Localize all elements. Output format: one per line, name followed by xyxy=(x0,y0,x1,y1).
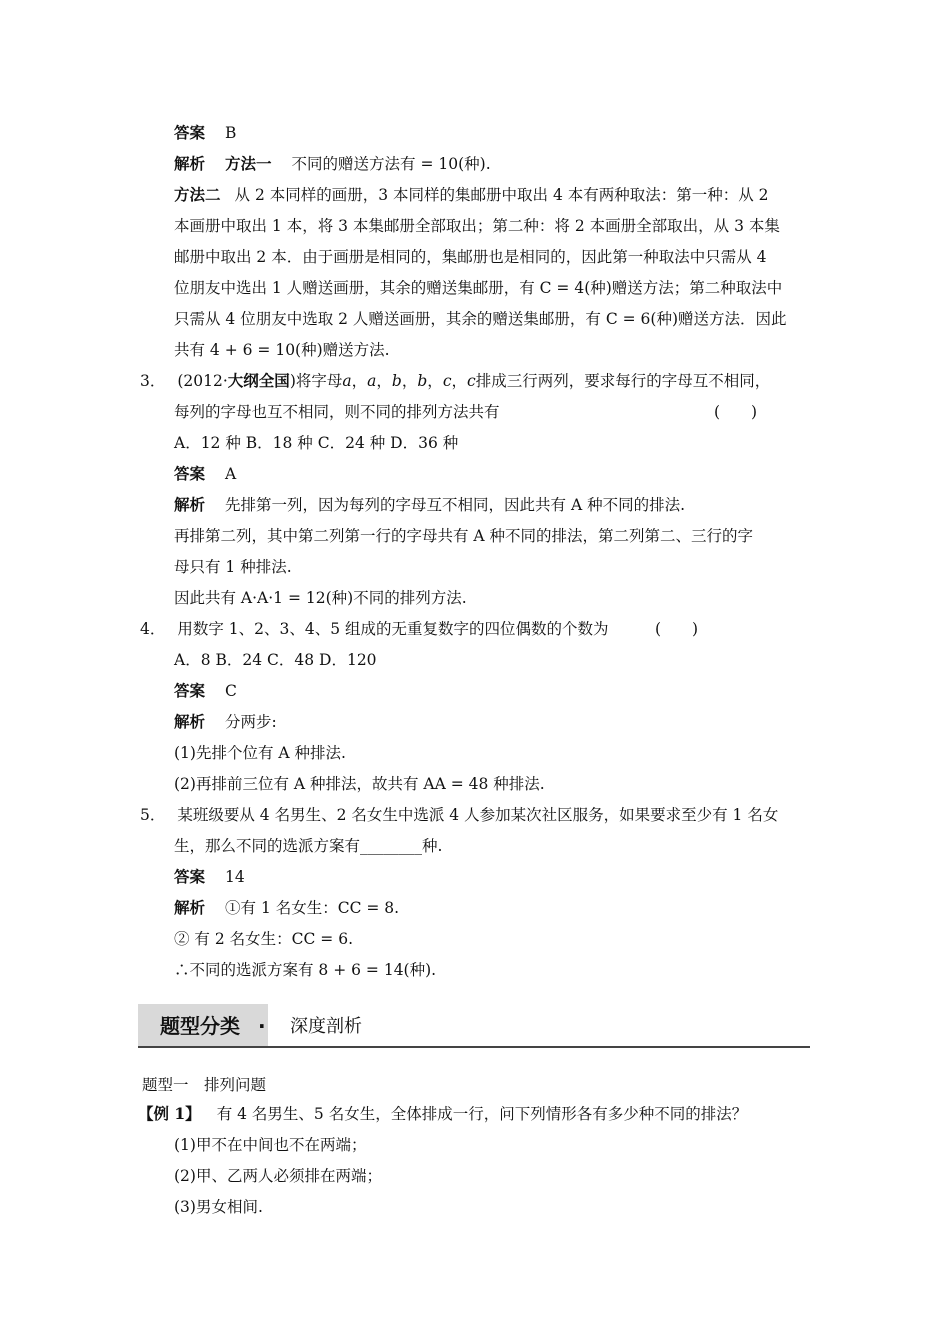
section-subtitle: 深度剖析 xyxy=(290,1016,362,1037)
section-separator: · xyxy=(258,1014,266,1038)
text-line: 母只有 1 种排法. xyxy=(174,558,292,576)
analysis-text: 不同的赠送方法有 = 10(种). xyxy=(291,155,491,173)
problem-text: 用数字 1、2、3、4、5 组成的无重复数字的四位偶数的个数为 xyxy=(177,620,609,638)
topic-heading: 题型一 排列问题 xyxy=(142,1076,267,1094)
choices-line: A．12 种 B．18 种 C．24 种 D．36 种 xyxy=(174,434,459,452)
subquestion: (1)甲不在中间也不在两端； xyxy=(174,1136,367,1154)
text-line: 再排第二列，其中第二列第一行的字母共有 A 种不同的排法，第二列第二、三行的字 xyxy=(174,527,754,545)
answer-label: 答案 xyxy=(174,681,206,700)
section-rule xyxy=(138,1046,810,1048)
example-text: 有 4 名男生、5 名女生，全体排成一行，问下列情形各有多少种不同的排法？ xyxy=(216,1105,748,1123)
text-line: 每列的字母也互不相同，则不同的排列方法共有 xyxy=(174,403,500,421)
source-name: 大纲全国 xyxy=(227,371,290,390)
text-line: 位朋友中选出 1 人赠送画册，其余的赠送集邮册，有 C = 4(种)赠送方法；第二种取法中 xyxy=(174,279,783,297)
answer-value: B xyxy=(225,124,237,142)
problem-number: 5． xyxy=(140,806,166,824)
letter: c xyxy=(467,372,476,390)
analysis-label: 解析 xyxy=(174,154,206,173)
analysis-line xyxy=(174,154,491,174)
analysis-text: ①有 1 名女生：CC = 8. xyxy=(225,899,400,917)
problem-4-line xyxy=(140,619,609,639)
subquestion: (2)甲、乙两人必须排在两端； xyxy=(174,1167,382,1185)
answer-line xyxy=(174,464,236,484)
analysis-text: 先排第一列，因为每列的字母互不相同，因此共有 A 种不同的排法. xyxy=(225,496,685,514)
answer-line xyxy=(174,681,237,701)
sep: ， xyxy=(451,372,468,390)
method-one-label: 方法一 xyxy=(225,154,272,173)
answer-label: 答案 xyxy=(174,464,206,483)
text-line: 因此共有 A·A·1 = 12(种)不同的排列方法. xyxy=(174,589,467,607)
letter: b xyxy=(417,372,428,390)
subquestion: (3)男女相间. xyxy=(174,1198,263,1216)
letter: c xyxy=(442,372,452,390)
choices-line: A．8 B．24 C．48 D．120 xyxy=(174,651,377,669)
sep: ， xyxy=(401,372,418,390)
answer-line xyxy=(174,867,245,887)
example-label: 【例 1】 xyxy=(138,1104,201,1123)
section-title: 题型分类 xyxy=(160,1014,240,1038)
text-line: (2)再排前三位有 A 种排法，故共有 AA = 48 种排法. xyxy=(174,775,545,793)
text-line: 共有 4 + 6 = 10(种)赠送方法. xyxy=(174,341,390,359)
example-line xyxy=(138,1104,747,1124)
text-line: 邮册中取出 2 本．由于画册是相同的，集邮册也是相同的，因此第一种取法中只需从 4 xyxy=(174,248,767,266)
answer-label: 答案 xyxy=(174,867,206,886)
source-open: (2012· xyxy=(177,372,228,390)
answer-value: A xyxy=(225,465,237,483)
letter: b xyxy=(391,372,402,390)
method-two-label: 方法二 xyxy=(174,185,221,204)
section-header xyxy=(138,1004,810,1048)
sep: ， xyxy=(427,372,443,390)
answer-bracket: ( ) xyxy=(655,620,699,638)
letter: a xyxy=(342,372,352,390)
problem-number: 3． xyxy=(140,372,166,390)
analysis-text: 分两步: xyxy=(225,713,277,731)
problem-3-line xyxy=(140,371,770,391)
problem-5-line xyxy=(140,805,778,825)
analysis-label: 解析 xyxy=(174,712,206,731)
answer-bracket: ( ) xyxy=(714,403,758,421)
sep: ， xyxy=(376,372,392,390)
answer-value: 14 xyxy=(225,868,245,886)
problem-text: 排成三行两列，要求每行的字母互不相同， xyxy=(475,372,771,390)
problem-number: 4． xyxy=(140,620,166,638)
method-two-line xyxy=(174,185,769,205)
analysis-line xyxy=(174,495,685,515)
sep: ， xyxy=(351,372,368,390)
text-line: ∴不同的选派方案有 8 + 6 = 14(种). xyxy=(174,961,437,979)
letter: a xyxy=(367,372,377,390)
analysis-label: 解析 xyxy=(174,495,206,514)
text-line: 本画册中取出 1 本，将 3 本集邮册全部取出；第二种：将 2 本画册全部取出，从 3 本集 xyxy=(174,217,780,235)
text-line: (1)先排个位有 A 种排法. xyxy=(174,744,346,762)
answer-value: C xyxy=(225,682,237,700)
analysis-line xyxy=(174,898,399,918)
answer-line xyxy=(174,123,236,143)
answer-label: 答案 xyxy=(174,123,206,142)
method-two-text: 从 2 本同样的画册，3 本同样的集邮册中取出 4 本有两种取法：第一种：从 2 xyxy=(234,186,769,204)
text-line: 生，那么不同的选派方案有________种. xyxy=(174,837,443,855)
problem-text: 某班级要从 4 名男生、2 名女生中选派 4 人参加某次社区服务，如果要求至少有 1 名女 xyxy=(177,806,779,824)
text-line: ② 有 2 名女生：CC = 6. xyxy=(174,930,353,948)
analysis-label: 解析 xyxy=(174,898,206,917)
analysis-line xyxy=(174,712,277,732)
text-line: 只需从 4 位朋友中选取 2 人赠送画册，其余的赠送集邮册，有 C = 6(种)赠送方法．因此 xyxy=(174,310,787,328)
problem-text: )将字母 xyxy=(289,372,343,390)
